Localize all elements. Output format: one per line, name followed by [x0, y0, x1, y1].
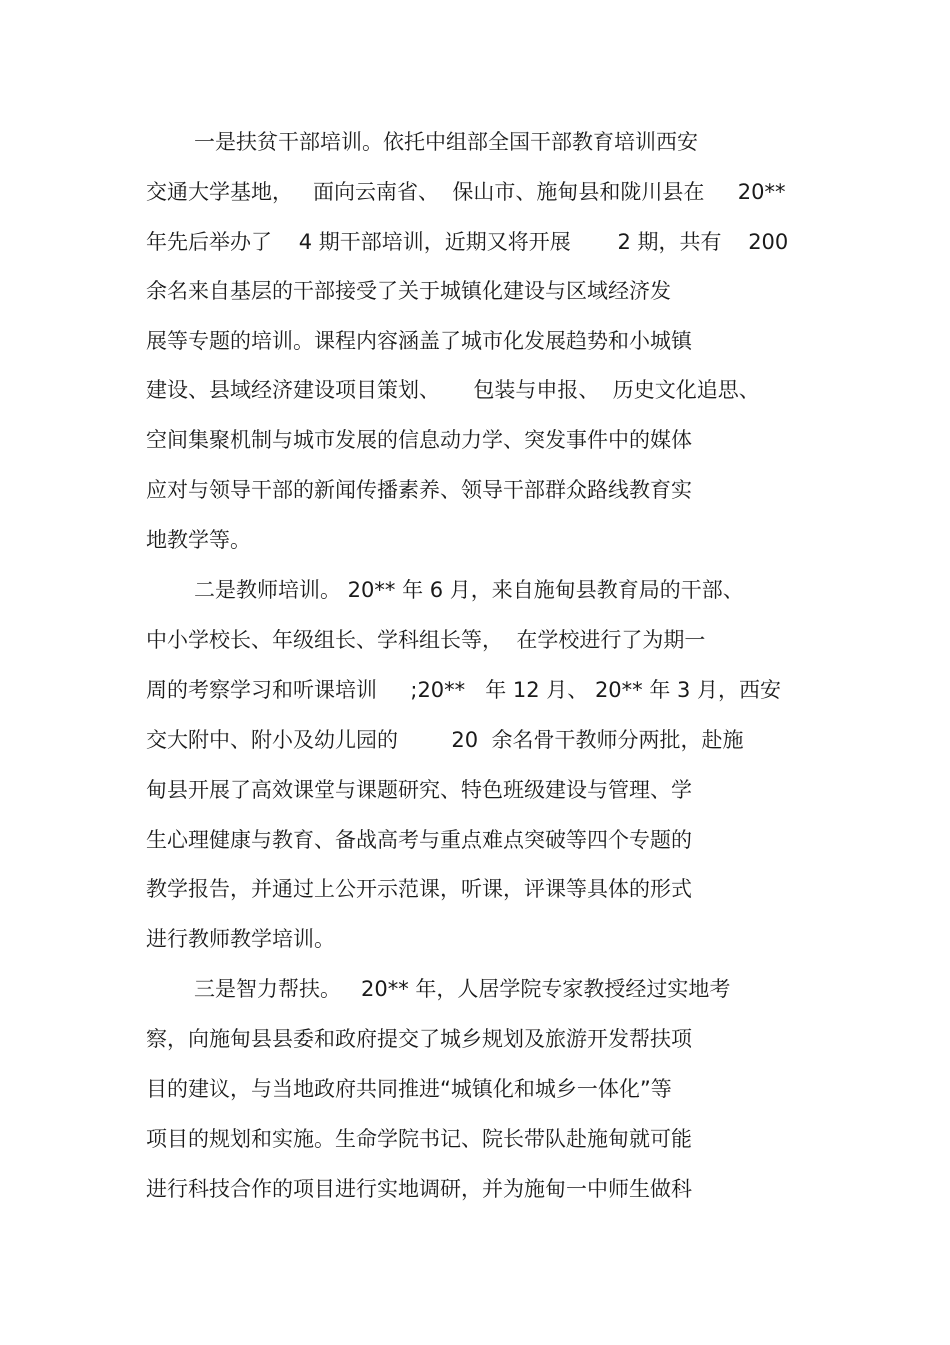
paragraph-1-line-3: 年先后举办了 4 期干部培训，近期又将开展 2 期，共有 200: [146, 230, 789, 254]
paragraph-2-line-3: 周的考察学习和听课培训 ;20** 年 12 月、 20** 年 3 月，西安: [146, 678, 782, 702]
paragraph-3-line-4: 项目的规划和实施。生命学院书记、院长带队赴施甸就可能: [146, 1127, 692, 1151]
paragraph-3-line-1: 三是智力帮扶。 20** 年，人居学院专家教授经过实地考: [194, 977, 731, 1001]
paragraph-1-line-2: 交通大学基地， 面向云南省、 保山市、施甸县和陇川县在 20**: [146, 180, 786, 204]
paragraph-2-line-8: 进行教师教学培训。: [146, 927, 335, 951]
paragraph-1-line-5: 展等专题的培训。课程内容涵盖了城市化发展趋势和小城镇: [146, 329, 692, 353]
paragraph-2-line-7: 教学报告，并通过上公开示范课，听课，评课等具体的形式: [146, 877, 692, 901]
paragraph-1-line-4: 余名来自基层的干部接受了关于城镇化建设与区域经济发: [146, 279, 671, 303]
paragraph-3-line-3: 目的建议，与当地政府共同推进“城镇化和城乡一体化”等: [146, 1077, 672, 1101]
paragraph-2-line-5: 甸县开展了高效课堂与课题研究、特色班级建设与管理、学: [146, 778, 692, 802]
paragraph-2-line-4: 交大附中、附小及幼儿园的 20 余名骨干教师分两批，赴施: [146, 728, 744, 752]
paragraph-1-line-6: 建设、县域经济建设项目策划、 包装与申报、 历史文化追思、: [146, 378, 760, 402]
paragraph-2-line-6: 生心理健康与教育、备战高考与重点难点突破等四个专题的: [146, 828, 692, 852]
paragraph-2-line-1: 二是教师培训。 20** 年 6 月，来自施甸县教育局的干部、: [194, 578, 744, 602]
paragraph-2-line-2: 中小学校长、年级组长、学科组长等， 在学校进行了为期一: [146, 628, 706, 652]
paragraph-1-line-8: 应对与领导干部的新闻传播素养、领导干部群众路线教育实: [146, 478, 692, 502]
paragraph-1-line-7: 空间集聚机制与城市发展的信息动力学、突发事件中的媒体: [146, 428, 692, 452]
paragraph-3-line-2: 察，向施甸县县委和政府提交了城乡规划及旅游开发帮扶项: [146, 1027, 692, 1051]
paragraph-1-line-1: 一是扶贫干部培训。依托中组部全国干部教育培训西安: [194, 130, 698, 154]
paragraph-3-line-5: 进行科技合作的项目进行实地调研，并为施甸一中师生做科: [146, 1177, 692, 1201]
paragraph-1-line-9: 地教学等。: [146, 528, 251, 552]
